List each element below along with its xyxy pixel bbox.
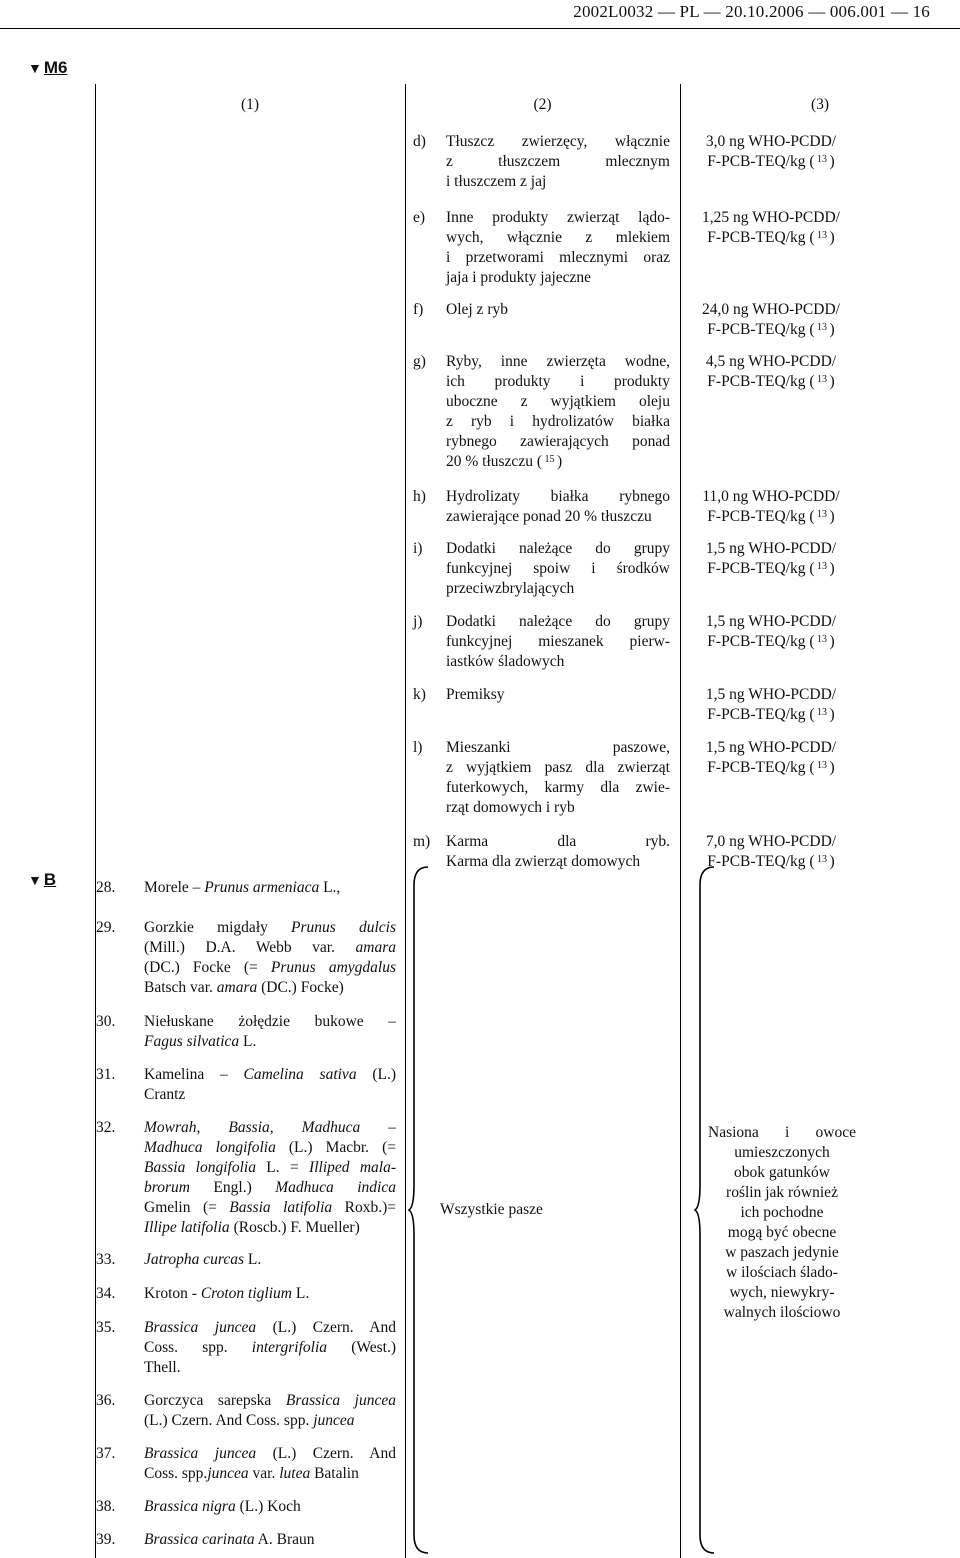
feed-description-line: z wyjątkiem pasz dla zwierząt: [446, 759, 670, 776]
header-rule: [0, 28, 960, 29]
row-letter: k): [413, 686, 426, 703]
latin-name: Illipe latifolia: [144, 1219, 230, 1236]
plant-number: 30.: [96, 1013, 116, 1030]
feed-description-line: z tłuszczem mlecznym: [446, 153, 670, 170]
feed-description-line: jaja i produkty jajeczne: [446, 269, 592, 286]
limit-unit: F-PCB-TEQ/kg ( $^{13}$ ): [707, 229, 835, 246]
feed-description-line: rząt domowych i ryb: [446, 799, 575, 816]
feed-description-line: z ryb i hydrolizatów białka: [446, 413, 670, 430]
feed-description-line: funkcyjnej spoiw i środków: [446, 560, 670, 577]
plant-name-line: [144, 878, 396, 898]
plant-text: (L.) Koch: [235, 1498, 301, 1515]
plant-text: (DC.) Focke (=: [144, 959, 271, 976]
note-line: wych, niewykry-: [729, 1284, 835, 1301]
feed-description-line: Ryby, inne zwierzęta wodne,: [446, 353, 670, 370]
latin-name: Illiped mala-: [309, 1159, 397, 1176]
feed-description-line: i tłuszczem z jaj: [446, 173, 547, 190]
latin-name: lutea: [279, 1465, 311, 1482]
latin-name: juncea: [313, 1412, 355, 1429]
plant-text: (West.): [327, 1339, 396, 1356]
plant-name-line: [144, 1411, 396, 1431]
latin-name: intergrifolia: [251, 1339, 328, 1356]
limit-value: 1,5 ng WHO-PCDD/: [705, 613, 837, 630]
triangle-down-icon: ▼: [28, 872, 42, 888]
plant-number: 33.: [96, 1251, 116, 1268]
note-line: w ilościach ślado-: [726, 1264, 838, 1281]
footnote-ref: 13: [814, 854, 830, 865]
plant-number: 39.: [96, 1531, 116, 1548]
plant-name-line: [144, 1178, 396, 1198]
plant-text: Morele –: [144, 879, 205, 896]
plant-text: L.: [239, 1033, 257, 1050]
feed-description-line: iastków śladowych: [446, 653, 565, 670]
plant-text: (Mill.) D.A. Webb var.: [144, 939, 356, 956]
feed-description-line: wych, włącznie z mlekiem: [446, 229, 670, 246]
feed-description-line: 20 % tłuszczu ( $^{15}$ ): [446, 453, 563, 470]
plant-number: 34.: [96, 1285, 116, 1302]
column-header-2: (2): [533, 96, 552, 113]
plant-number: 29.: [96, 919, 116, 936]
plant-text: (L.) Czern. And: [256, 1445, 396, 1462]
plant-name-line: [144, 1250, 396, 1270]
plant-name-line: [144, 978, 396, 998]
row-letter: j): [413, 613, 423, 630]
plant-name-line: [144, 1085, 396, 1105]
latin-name: Mowrah, Bassia, Madhuca –: [144, 1119, 396, 1136]
latin-name: Fagus silvatica: [144, 1033, 240, 1050]
plant-text: L.,: [319, 879, 341, 896]
footnote-ref: 13: [814, 374, 830, 385]
plant-text: L.: [291, 1285, 310, 1302]
latin-name: Prunus amygdalus: [270, 959, 396, 976]
plant-name-line: [144, 1218, 396, 1238]
limit-unit: F-PCB-TEQ/kg ( $^{13}$ ): [707, 706, 835, 723]
limit-unit: F-PCB-TEQ/kg ( $^{13}$ ): [707, 153, 835, 170]
column-divider: [680, 84, 681, 1558]
feed-description-line: Inne produkty zwierząt lądo-: [446, 209, 670, 226]
footnote-ref: 13: [814, 322, 830, 333]
plant-name-line: [144, 1158, 396, 1178]
plant-name-line: [144, 1118, 396, 1138]
plant-number: 35.: [96, 1319, 116, 1336]
column-divider: [405, 84, 406, 1558]
feed-description-line: i przetworami mlecznymi oraz: [446, 249, 670, 266]
footnote-ref: 13: [814, 707, 830, 718]
limit-value: 1,5 ng WHO-PCDD/: [705, 686, 837, 703]
plant-text: A. Braun: [254, 1531, 315, 1548]
plant-text: Crantz: [144, 1086, 186, 1103]
plant-text: Kamelina –: [144, 1066, 244, 1083]
plant-text: (L.) Czern. And: [256, 1319, 396, 1336]
latin-name: Camelina sativa: [243, 1066, 357, 1083]
note-line: Nasiona i owoce: [708, 1124, 856, 1141]
plant-name-line: [144, 1358, 396, 1378]
limit-unit: F-PCB-TEQ/kg ( $^{13}$ ): [707, 853, 835, 870]
column-header-3: (3): [810, 96, 830, 113]
feed-description-line: uboczne z wyjątkiem oleju: [446, 393, 670, 410]
limit-value: 7,0 ng WHO-PCDD/: [705, 833, 837, 850]
note-line: w paszach jedynie: [725, 1244, 839, 1261]
plant-name-line: [144, 1338, 396, 1358]
latin-name: Brassica juncea: [144, 1319, 257, 1336]
plant-text: L. =: [255, 1159, 310, 1176]
triangle-down-icon: ▼: [28, 60, 42, 76]
plant-text: Roxb.)=: [332, 1199, 396, 1216]
feed-description-line: Mieszanki paszowe,: [446, 739, 670, 756]
feed-description-line: Tłuszcz zwierzęcy, włącznie: [446, 133, 670, 150]
feed-description-line: zawierające ponad 20 % tłuszczu: [446, 508, 652, 525]
plant-name-line: [144, 1065, 396, 1085]
footnote-ref: 13: [814, 230, 830, 241]
footnote-ref: 13: [814, 154, 830, 165]
footnote-ref: 13: [814, 634, 830, 645]
row-letter: l): [413, 739, 423, 756]
limit-unit: F-PCB-TEQ/kg ( $^{13}$ ): [707, 508, 835, 525]
plant-name-line: [144, 1198, 396, 1218]
note-line: umieszczonych: [734, 1144, 830, 1161]
plant-text: Batalin: [310, 1465, 359, 1482]
plant-name-line: [144, 1530, 396, 1550]
latin-name: juncea: [207, 1465, 249, 1482]
plant-name-line: [144, 1497, 396, 1517]
plant-text: Batsch var.: [144, 979, 217, 996]
limit-unit: F-PCB-TEQ/kg ( $^{13}$ ): [707, 759, 835, 776]
plant-number: 32.: [96, 1119, 116, 1136]
plant-name-line: [144, 1284, 396, 1304]
feed-description-line: Hydrolizaty białka rybnego: [446, 488, 670, 505]
footnote-ref: 13: [814, 561, 830, 572]
limit-value: 4,5 ng WHO-PCDD/: [705, 353, 837, 370]
feed-description-line: Dodatki należące do grupy: [446, 613, 670, 630]
note-line: ich pochodne: [740, 1204, 824, 1221]
plant-name-line: [144, 958, 396, 978]
limit-unit: F-PCB-TEQ/kg ( $^{13}$ ): [707, 560, 835, 577]
feed-description-line: ich produkty i produkty: [446, 373, 670, 390]
note-line: walnych ilościowo: [723, 1304, 841, 1321]
feed-description-line: futerkowych, karmy dla zwie-: [446, 779, 670, 796]
plant-text: (L.) Czern. And Coss. spp.: [144, 1412, 314, 1429]
plant-number: 28.: [96, 879, 116, 896]
plant-text: (L.) Macbr. (=: [275, 1139, 396, 1156]
row-letter: g): [413, 353, 426, 370]
latin-name: Prunus armeniaca: [204, 879, 320, 896]
limit-unit: F-PCB-TEQ/kg ( $^{13}$ ): [707, 321, 835, 338]
row-letter: h): [413, 488, 426, 505]
plant-name-line: [144, 1391, 396, 1411]
latin-name: Brassica nigra: [144, 1498, 236, 1515]
column-header-1: (1): [240, 96, 260, 113]
amendment-marker-m6: ▼ M6: [28, 58, 68, 77]
latin-name: Madhuca longifolia: [144, 1139, 276, 1156]
row-letter: m): [413, 833, 431, 850]
footnote-ref: 13: [814, 509, 830, 520]
latin-name: amara: [355, 939, 396, 956]
document-header: 2002L0032 — PL — 20.10.2006 — 006.001 — 16: [573, 2, 930, 21]
plant-name-line: [144, 1318, 396, 1338]
latin-name: Brassica juncea: [285, 1392, 396, 1409]
latin-name: Jatropha curcas: [144, 1251, 245, 1268]
plant-name-line: [144, 938, 396, 958]
latin-name: Madhuca indica: [275, 1179, 396, 1196]
latin-name: Croton tiglium: [200, 1285, 292, 1302]
feed-description-line: Dodatki należące do grupy: [446, 540, 670, 557]
latin-name: Bassia longifolia: [144, 1159, 256, 1176]
latin-name: Bassia latifolia: [229, 1199, 333, 1216]
limit-value: 11,0 ng WHO-PCDD/: [702, 488, 840, 505]
limit-value: 1,5 ng WHO-PCDD/: [705, 739, 837, 756]
latin-name: Brassica juncea: [144, 1445, 257, 1462]
plant-number: 31.: [96, 1066, 116, 1083]
feed-description-line: rybnego zawierających ponad: [446, 433, 670, 450]
plant-name-line: [144, 1032, 396, 1052]
plant-text: L.: [244, 1251, 262, 1268]
feed-description-line: przeciwzbrylających: [446, 580, 575, 597]
note-line: obok gatunków: [733, 1164, 830, 1181]
amendment-marker-b: ▼ B: [28, 870, 57, 889]
note-line: roślin jak również: [726, 1184, 838, 1201]
row-letter: e): [413, 209, 426, 226]
limit-value: 1,5 ng WHO-PCDD/: [705, 540, 837, 557]
left-brace-col2: [408, 865, 432, 1555]
latin-name: Prunus dulcis: [291, 919, 396, 936]
feed-description-line: Olej z ryb: [446, 301, 508, 318]
plant-text: (Roscb.) F. Mueller): [229, 1219, 360, 1236]
limit-value: 1,25 ng WHO-PCDD/: [702, 209, 840, 226]
plant-text: Thell.: [144, 1359, 181, 1376]
note-line: mogą być obecne: [727, 1224, 837, 1241]
limit-unit: F-PCB-TEQ/kg ( $^{13}$ ): [707, 373, 835, 390]
plant-text: Kroton -: [144, 1285, 201, 1302]
plant-name-line: [144, 918, 396, 938]
limit-value: 3,0 ng WHO-PCDD/: [705, 133, 837, 150]
latin-name: brorum: [144, 1179, 190, 1196]
plant-text: Coss. spp.: [144, 1465, 208, 1482]
row-letter: f): [413, 301, 424, 318]
feed-description-line: Karma dla zwierząt domowych: [446, 853, 641, 870]
plant-text: Coss. spp.: [144, 1339, 252, 1356]
latin-name: Brassica carinata: [144, 1531, 255, 1548]
plant-text: Engl.): [189, 1179, 276, 1196]
feed-description-line: Karma dla ryb.: [446, 833, 670, 850]
plant-name-line: [144, 1012, 396, 1032]
feed-description-line: funkcyjnej mieszanek pierw-: [446, 633, 670, 650]
plant-text: Gorzkie migdały: [144, 919, 292, 936]
plant-text: Gorczyca sarepska: [144, 1392, 286, 1409]
plant-name-line: [144, 1444, 396, 1464]
limit-unit: F-PCB-TEQ/kg ( $^{13}$ ): [707, 633, 835, 650]
plant-text: (L.): [356, 1066, 396, 1083]
plant-text: (DC.) Focke): [257, 979, 344, 996]
plant-text: Gmelin (=: [144, 1199, 230, 1216]
all-feeds-text: Wszystkie pasze: [440, 1201, 543, 1218]
plant-number: 36.: [96, 1392, 116, 1409]
row-letter: d): [413, 133, 426, 150]
row-letter: i): [413, 540, 423, 557]
latin-name: amara: [216, 979, 258, 996]
footnote-ref: 13: [814, 760, 830, 771]
plant-number: 37.: [96, 1445, 116, 1462]
plant-text: var.: [248, 1465, 280, 1482]
plant-name-line: [144, 1464, 396, 1484]
limit-value: 24,0 ng WHO-PCDD/: [702, 301, 840, 318]
plant-name-line: [144, 1138, 396, 1158]
feed-description-line: Premiksy: [446, 686, 505, 703]
plant-text: Niełuskane żołędzie bukowe –: [144, 1013, 396, 1030]
footnote-ref: 15: [541, 454, 557, 465]
plant-number: 38.: [96, 1498, 116, 1515]
